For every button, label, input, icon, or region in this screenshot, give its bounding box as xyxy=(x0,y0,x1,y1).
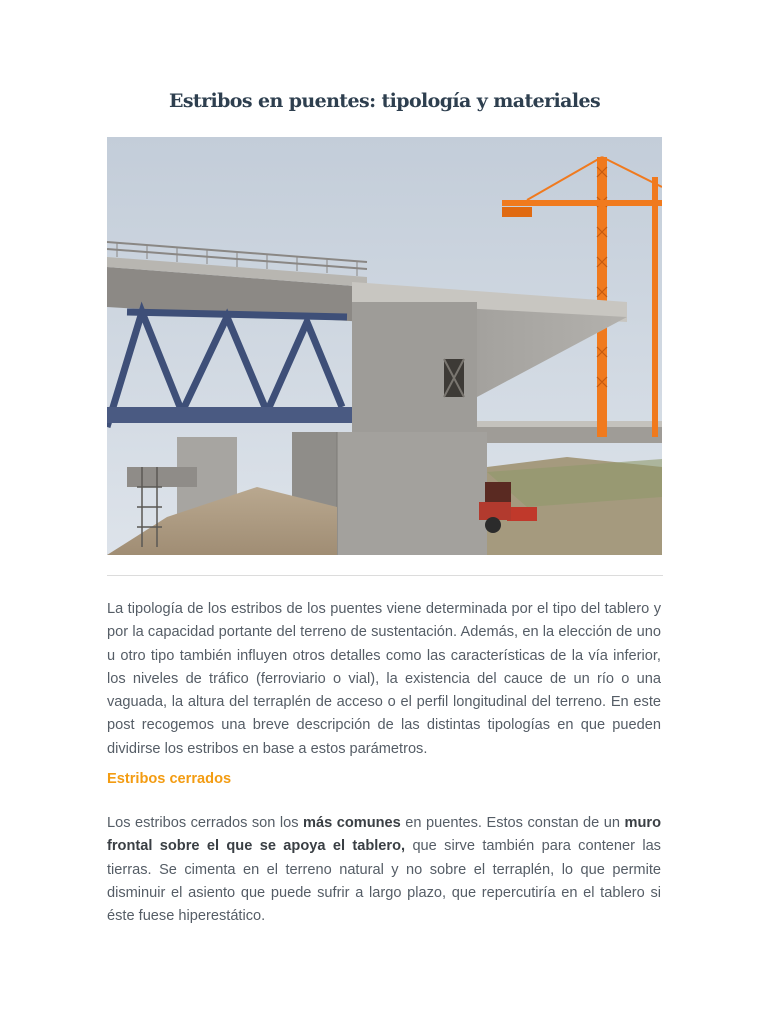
section-bold-1: más comunes xyxy=(303,815,401,831)
section-heading: Estribos cerrados xyxy=(107,771,232,787)
section-text-1: Los estribos cerrados son los xyxy=(107,815,304,831)
section-text-3: que sirve también para contener las tierras. Se cimenta en el terreno natural y no sobre el terraplén, lo que permite disminuir el asiento que puede sufrir a largo plazo, que repercutiría en el tablero si éste fuese hiperestático. xyxy=(107,838,661,925)
page-title: Estribos en puentes: tipología y materiales xyxy=(168,90,601,112)
section-divider xyxy=(107,575,663,576)
bridge-abutment-photo xyxy=(107,137,662,555)
section-text-2: en puentes. Estos constan de un xyxy=(400,815,625,831)
intro-paragraph: La tipología de los estribos de los puentes viene determinada por el tipo del tablero y por la capacidad portante del terreno de sustentación. Además, en la elección de uno u otro tipo también influyen otros detalles como las características de la vía inferior, los niveles de tráfico (ferroviario o vial), la existencia del cauce de un río o una vaguada, la altura del terraplén de acceso o el perfil longitudinal del terreno. En este post recogemos una breve descripción de las distintas tipologías en que pueden dividirse los estribos en base a estos parámetros. xyxy=(107,601,661,757)
section-paragraph xyxy=(107,812,661,928)
section-bold-2: muro frontal sobre el que se apoya el tablero, xyxy=(107,815,661,855)
